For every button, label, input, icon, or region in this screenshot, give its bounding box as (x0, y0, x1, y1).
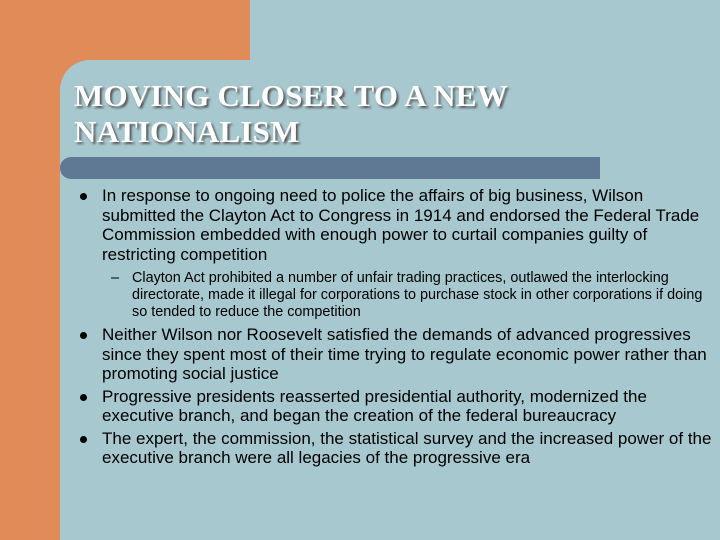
slide-content (78, 186, 714, 468)
bullet-dot-icon (80, 193, 87, 200)
sub-bullet-dash: – (111, 270, 120, 286)
slide-top-strip (250, 0, 720, 60)
bullet-dot-icon (80, 332, 87, 339)
bullet-dot-icon (80, 394, 87, 401)
bullet-dot-icon (80, 436, 87, 443)
bullet-item (78, 387, 714, 426)
bullet-text: Progressive presidents reasserted presidential authority, modernized the executive branch, and began the creation of the federal bureaucracy (102, 386, 647, 425)
bullet-item (78, 325, 714, 384)
title-underline-bar (60, 157, 600, 179)
bullet-text: The expert, the commission, the statistical survey and the increased power of the executive branch were all legacies of the progressive era (102, 428, 712, 467)
bullet-text: In response to ongoing need to police the affairs of big business, Wilson submitted the Clayton Act to Congress in 1914 and endorsed the Federal Trade Commission embedded with enough power to curtail companies guilty of restricting competition (102, 186, 700, 264)
sub-bullet-text: Clayton Act prohibited a number of unfair trading practices, outlawed the interlocking directorate, made it illegal for corporations to purchase stock in other corporations if doing so tended to reduce the competition (132, 270, 703, 320)
bullet-item (78, 186, 714, 264)
bullet-item (78, 429, 714, 468)
sub-bullet-item (78, 270, 714, 321)
slide-title: MOVING CLOSER TO A NEW NATIONALISM (74, 78, 508, 149)
bullet-text: Neither Wilson nor Roosevelt satisfied the demands of advanced progressives since they spent most of their time trying to regulate economic power rather than promoting social justice (102, 325, 707, 383)
